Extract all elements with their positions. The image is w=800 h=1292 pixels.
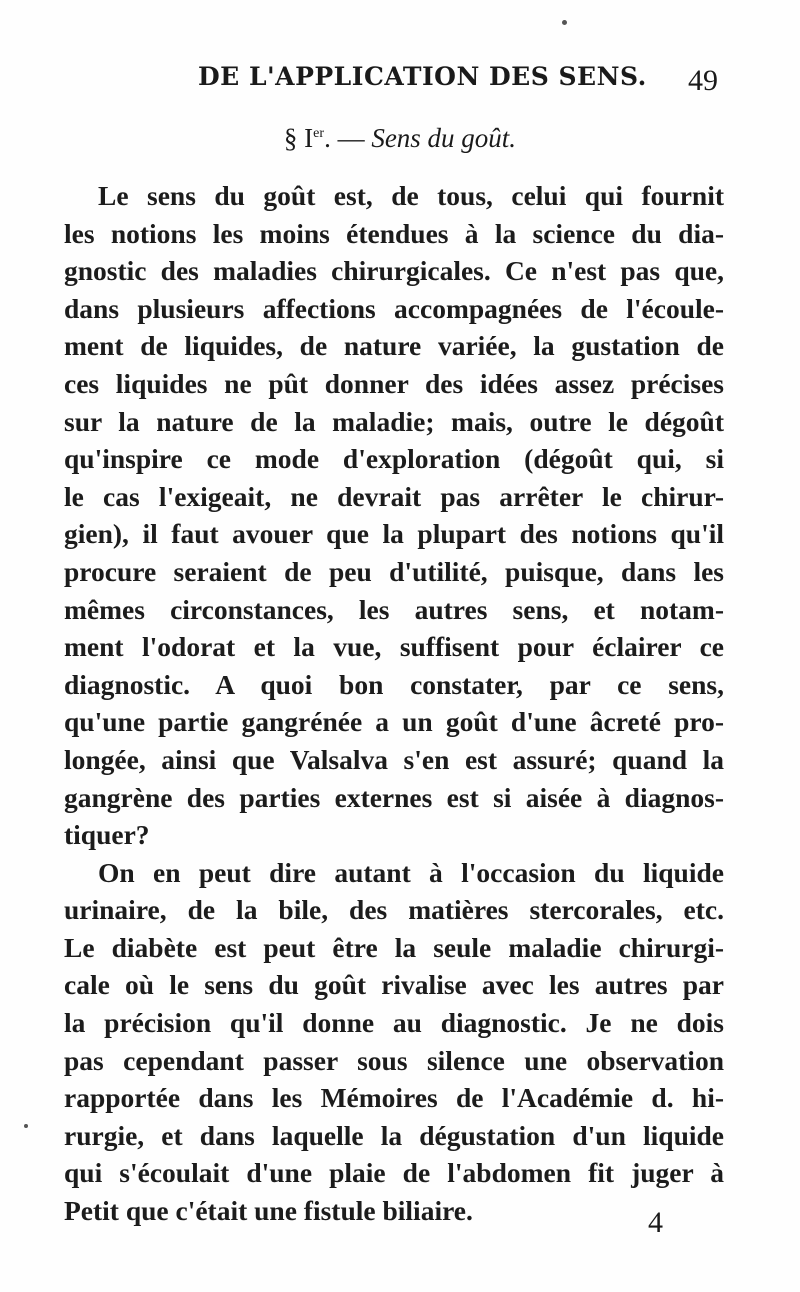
text-line: gangrène des parties externes est si aisée à diagnos- [64,781,724,813]
section-number-text: § I [283,123,314,153]
paper-speck [562,20,567,25]
running-title: DE L'APPLICATION DES SENS. [198,62,647,91]
text-line: ces liquides ne pût donner des idées assez précises [64,367,724,399]
text-line: qu'une partie gangrénée a un goût d'une âcreté pro- [64,706,724,738]
text-line: Petit que c'était une fistule biliaire. [64,1195,473,1227]
text-line: rapportée dans les Mémoires de l'Académie d. hi- [64,1082,724,1114]
text-line: Le diabète est peut être la seule maladie chirurgi- [64,931,724,963]
text-line: mêmes circonstances, les autres sens, et notam- [64,593,724,625]
text-line: cale où le sens du goût rivalise avec les autres par [64,969,724,1001]
running-header [198,58,728,98]
section-number-sup: er [313,126,325,141]
section-separator: . — [324,123,372,153]
text-line: rurgie, et dans laquelle la dégustation d'un liquide [64,1119,724,1151]
body-text [64,177,724,1230]
section-heading [0,123,800,154]
section-number [284,123,324,153]
text-line: la précision qu'il donne au diagnostic. Je ne dois [64,1007,724,1039]
text-line: les notions les moins étendues à la science du dia- [64,217,724,249]
text-line: gien), il faut avouer que la plupart des notions qu'il [64,518,724,550]
text-line: qui s'écoulait d'une plaie de l'abdomen fit juger à [64,1157,724,1189]
paper-speck [24,1124,28,1128]
text-line: longée, ainsi que Valsalva s'en est assuré; quand la [64,743,724,775]
text-line: ment de liquides, de nature variée, la gustation de [64,330,724,362]
section-title: Sens du goût. [371,123,517,153]
text-line: On en peut dire autant à l'occasion du liquide [98,856,724,888]
text-line: Le sens du goût est, de tous, celui qui fournit [98,180,724,211]
text-line: diagnostic. A quoi bon constater, par ce sens, [64,668,724,700]
text-line: procure seraient de peu d'utilité, puisque, dans les [64,555,724,587]
paragraph-2 [64,854,724,1230]
text-line: tiquer? [64,819,150,851]
text-line: le cas l'exigeait, ne devrait pas arrêter le chirur- [64,480,724,512]
page-number: 49 [688,64,718,97]
text-line: pas cependant passer sous silence une observation [64,1044,724,1076]
text-line: gnostic des maladies chirurgicales. Ce n'est pas que, [64,255,724,287]
text-line: urinaire, de la bile, des matières stercorales, etc. [64,894,724,926]
signature-mark: 4 [648,1206,663,1239]
text-line: ment l'odorat et la vue, suffisent pour éclairer ce [64,631,724,663]
text-line: dans plusieurs affections accompagnées de l'écoule- [64,292,724,324]
text-line: sur la nature de la maladie; mais, outre le dégoût [64,405,724,437]
paragraph-1 [64,177,724,854]
text-line: qu'inspire ce mode d'exploration (dégoût qui, si [64,443,724,475]
